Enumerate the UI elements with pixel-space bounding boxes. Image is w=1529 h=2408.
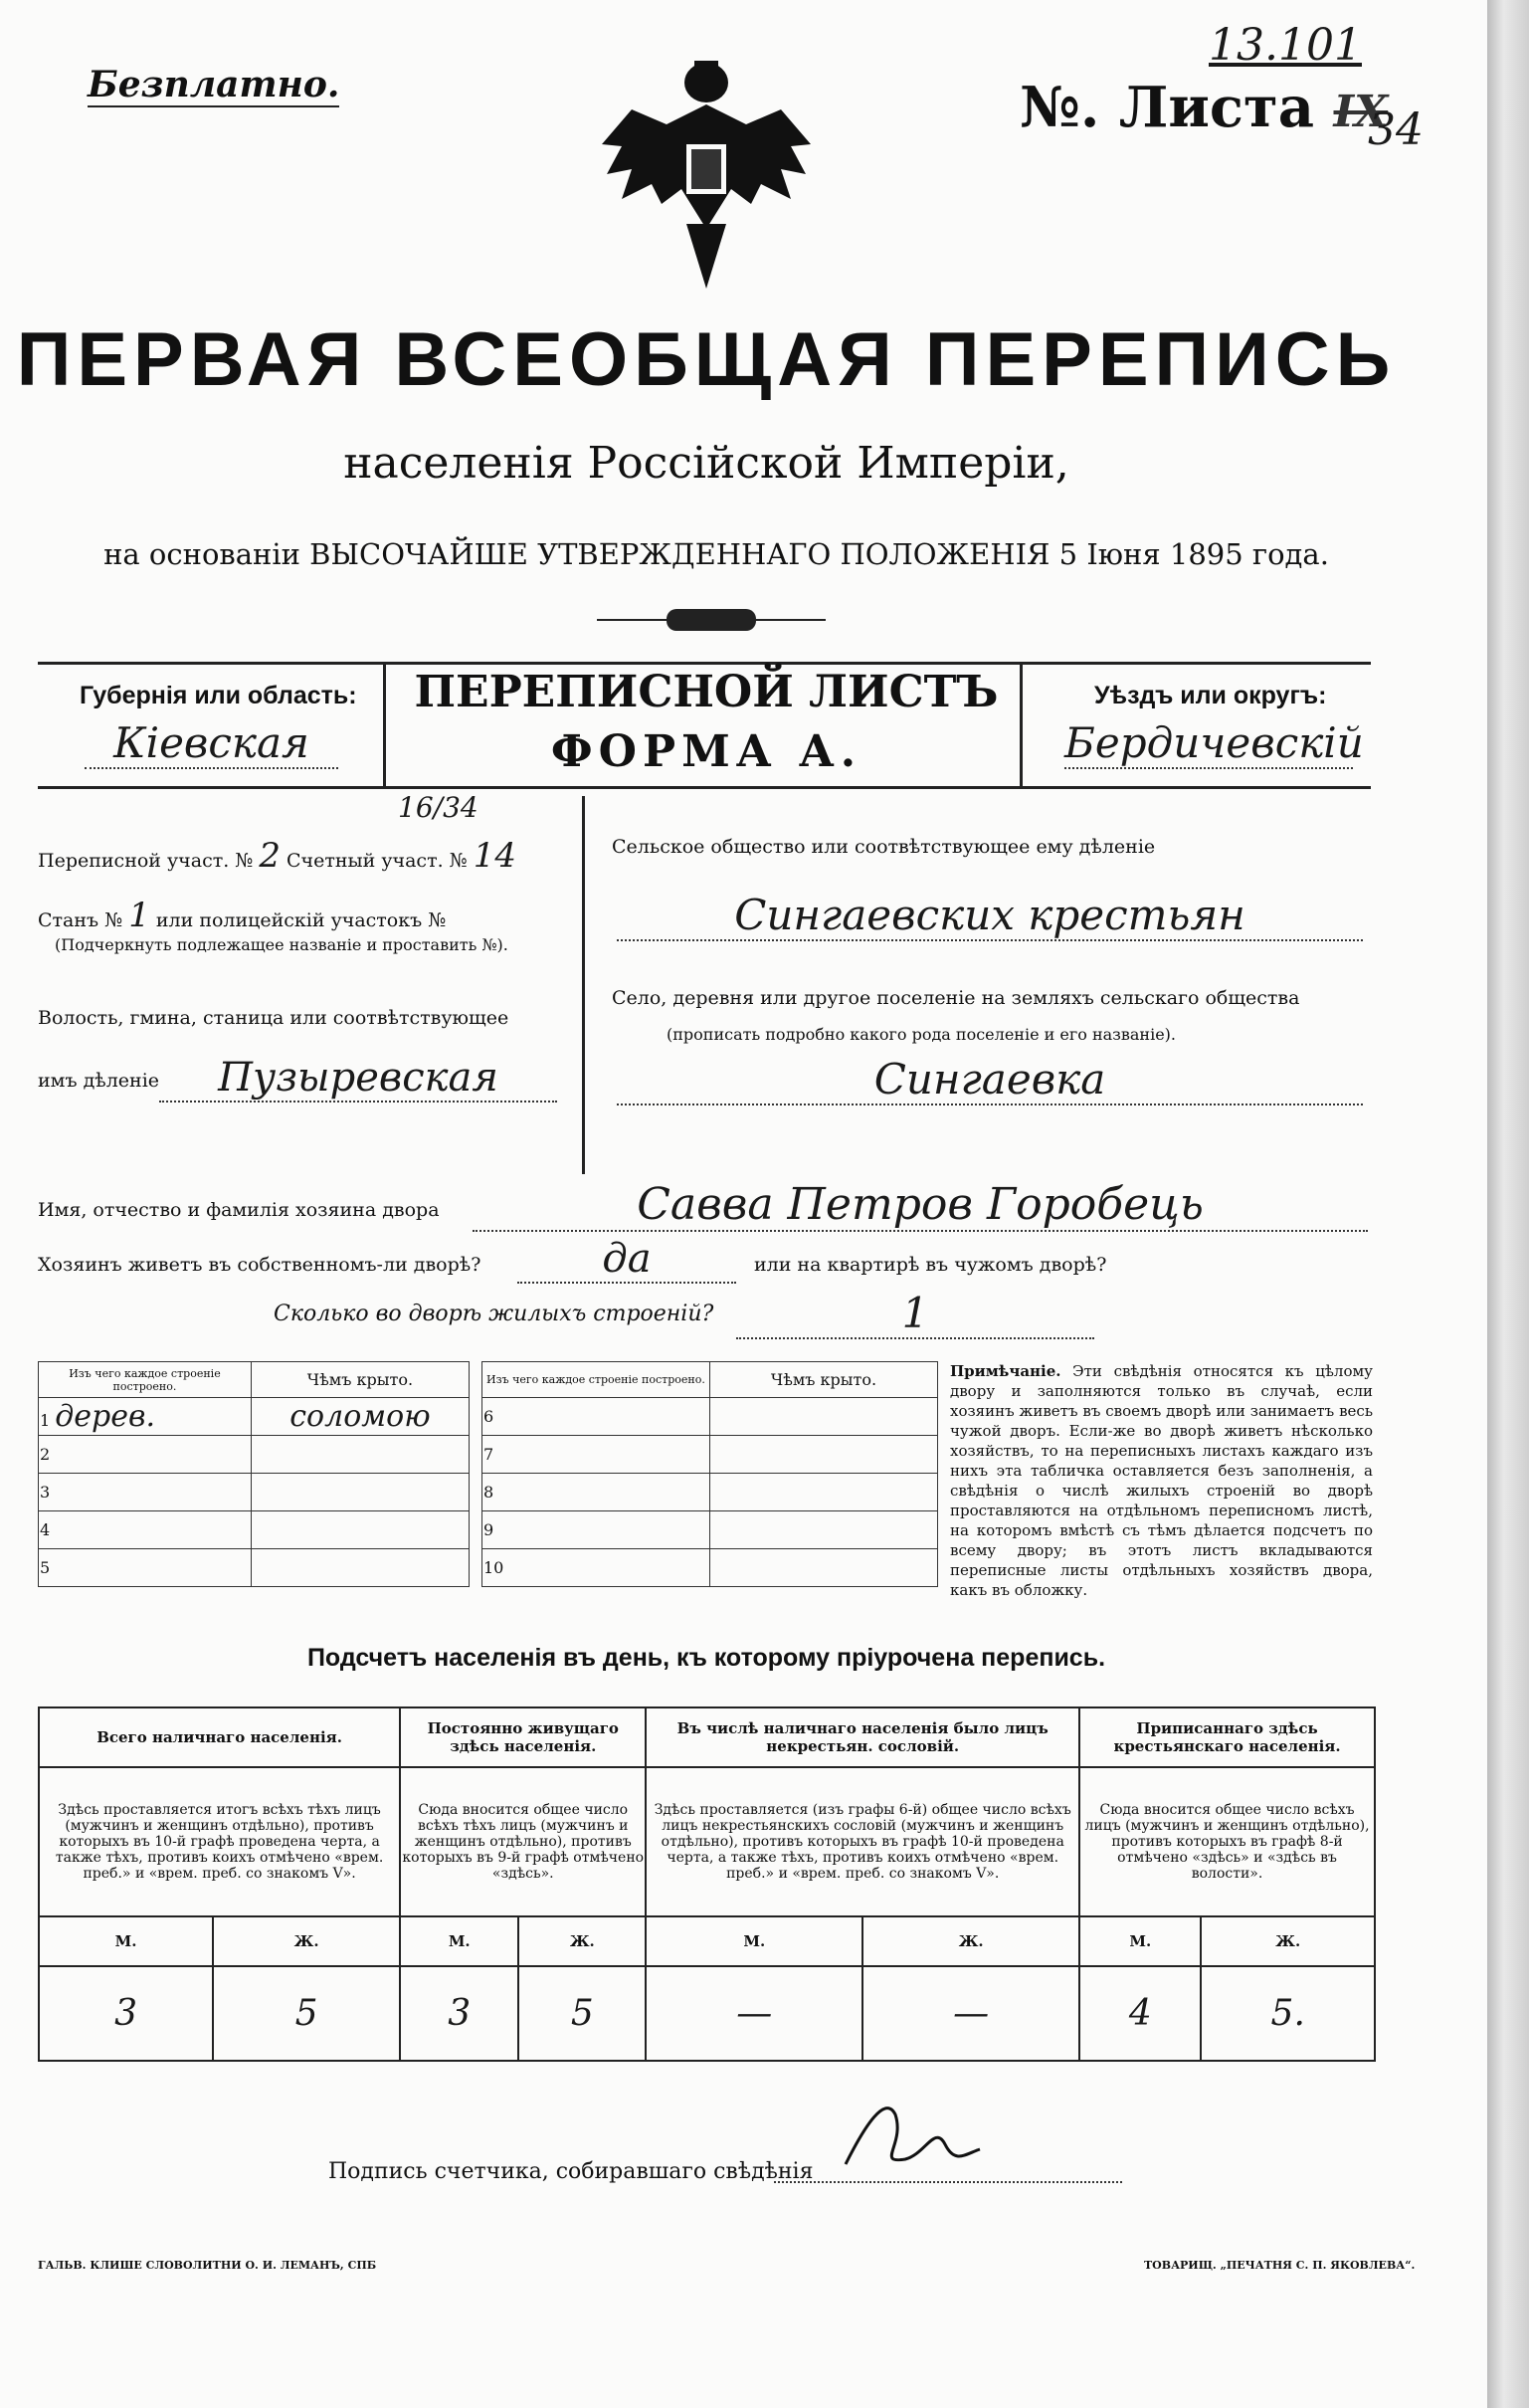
table-row: 3 8: [39, 1474, 938, 1511]
pop-f-2: —: [862, 1966, 1079, 2061]
table-row: 5 10: [39, 1549, 938, 1587]
footer-right: ТОВАРИЩ. „ПЕЧАТНЯ С. П. ЯКОВЛЕВА“.: [1144, 2259, 1416, 2272]
owner-lives-label: Хозяинъ живетъ въ собственномъ-ли дворѣ?: [38, 1254, 481, 1276]
basis-line: на основаніи ВЫСОЧАЙШЕ УТВЕРЖДЕННАГО ПОЛОЖЕНІЯ 5 Іюня 1895 года.: [103, 537, 1329, 571]
divider-right: [1020, 662, 1023, 786]
m-label: М.: [400, 1916, 518, 1966]
subtitle: населенія Россійской Имперіи,: [343, 438, 1069, 489]
m-label: М.: [39, 1916, 213, 1966]
pop-head-1: Постоянно живущаго здѣсь населенія.: [400, 1707, 646, 1767]
archive-ref: 13.101: [1209, 20, 1362, 71]
pop-m-1: 3: [400, 1966, 518, 2061]
ornament-center: [667, 609, 756, 631]
col-material-right: Изъ чего каждое строеніе построено.: [481, 1362, 709, 1398]
table-row: 4 9: [39, 1511, 938, 1549]
form-name: ФОРМА А.: [550, 726, 862, 777]
pop-desc-3: Сюда вносится общее число всѣхъ лицъ (мужчинъ и женщинъ отдѣльно), противъ которыхъ въ графѣ 8-й отмѣчено «здѣсь» и «здѣсь въ волости».: [1079, 1767, 1375, 1916]
owner-name-label: Имя, отчество и фамилія хозяина двора: [38, 1199, 440, 1221]
note-head: Примѣчаніе.: [950, 1362, 1061, 1380]
footer-left: ГАЛЬВ. КЛИШЕ СЛОВОЛИТНИ О. И. ЛЕМАНЪ, СПБ: [38, 2259, 377, 2272]
f-label: Ж.: [862, 1916, 1079, 1966]
table-row: 1 дерев. соломою 6: [39, 1398, 938, 1436]
f-label: Ж.: [1201, 1916, 1375, 1966]
note-block: [950, 1361, 1373, 1600]
population-title: Подсчетъ населенія въ день, къ которому пріурочена перепись.: [306, 1644, 1106, 1672]
census-district-value: 2: [259, 836, 281, 876]
village-label: Село, деревня или другое поселеніе на земляхъ сельскаго общества: [612, 987, 1300, 1009]
pop-f-1: 5: [518, 1966, 646, 2061]
uezd-value: Бердичевскій: [1064, 718, 1364, 767]
col-material-left: Изъ чего каждое строеніе построено.: [39, 1362, 252, 1398]
signature-label: Подпись счетчика, собиравшаго свѣдѣнія: [328, 2159, 814, 2184]
gubernia-label: Губернія или область:: [80, 682, 357, 709]
society-label: Сельское общество или соотвѣтствующее ему дѣленіе: [612, 836, 1156, 858]
col-roof-left: Чѣмъ крыто.: [251, 1362, 469, 1398]
village-note: (прописать подробно какого рода поселеніе и его названіе).: [667, 1025, 1176, 1044]
owner-name-value: Савва Петров Горобець: [473, 1179, 1368, 1232]
volost-label-2: имъ дѣленіе: [38, 1070, 160, 1092]
f-label: Ж.: [213, 1916, 400, 1966]
stan-label: Станъ №: [38, 909, 123, 931]
pop-f-0: 5: [213, 1966, 400, 2061]
m-label: М.: [646, 1916, 862, 1966]
sheet-number: [1020, 75, 1388, 140]
f-label: Ж.: [518, 1916, 646, 1966]
buildings-label: Сколько во дворѣ жилыхъ строеній?: [274, 1302, 714, 1326]
table-row: 2 7: [39, 1436, 938, 1474]
counting-district-value: 14: [473, 836, 516, 876]
sheet-no-value: IX: [1333, 87, 1389, 137]
sheet-no-label: №. Листа: [1020, 75, 1314, 140]
stan-row: [38, 896, 446, 935]
buildings-value: 1: [736, 1289, 1094, 1339]
pop-m-2: —: [646, 1966, 862, 2061]
free-label: Безплатно.: [88, 64, 340, 105]
pop-head-3: Приписаннаго здѣсь крестьянскаго населенія.: [1079, 1707, 1375, 1767]
pop-m-0: 3: [39, 1966, 213, 2061]
sheet-title: ПЕРЕПИСНОЙ ЛИСТЪ: [414, 667, 999, 717]
signature-mark: [836, 2085, 985, 2188]
block-divider: [582, 796, 585, 1174]
census-district-row: [38, 836, 516, 876]
pop-desc-1: Сюда вносится общее число всѣхъ тѣхъ лицъ (мужчинъ и женщинъ отдѣльно), противъ которыхъ въ 9-й графѣ отмѣчено «здѣсь».: [400, 1767, 646, 1916]
pop-f-3: 5.: [1201, 1966, 1375, 2061]
page-edge-shadow: [1487, 0, 1529, 2408]
counting-district-label: Счетный участ. №: [287, 850, 468, 872]
main-title: ПЕРВАЯ ВСЕОБЩАЯ ПЕРЕПИСЬ: [16, 317, 1397, 402]
rent-label: или на квартирѣ въ чужомъ дворѣ?: [754, 1254, 1107, 1276]
uezd-label: Уѣздъ или округъ:: [1094, 682, 1327, 709]
police-label: или полицейскій участокъ №: [155, 909, 447, 931]
coat-of-arms: [592, 55, 821, 289]
fraction-note: 16/34: [398, 791, 478, 824]
society-value: Сингаевских крестьян: [617, 891, 1363, 941]
pop-m-3: 4: [1079, 1966, 1201, 2061]
census-district-label: Переписной участ. №: [38, 850, 254, 872]
col-roof-right: Чѣмъ крыто.: [709, 1362, 937, 1398]
buildings-table: [38, 1361, 938, 1587]
owner-lives-value: да: [517, 1236, 736, 1284]
pop-head-2: Въ числѣ наличнаго населенія было лицъ некрестьян. сословій.: [646, 1707, 1079, 1767]
note-text: Эти свѣдѣнія относятся къ цѣлому двору и заполняются только въ случаѣ, если хозяинъ живетъ въ своемъ дворѣ или занимаетъ весь чужой дворъ. Если-же во дворѣ живетъ нѣсколько хозяйствъ, то на переписныхъ листахъ каждаго изъ нихъ эта табличка оставляется безъ заполненія, а свѣдѣнія о числѣ жилыхъ строеній во дворѣ проставляются на отдѣльномъ переписномъ листѣ, на которомъ вмѣстѣ съ тѣмъ дѣлается подсчетъ по всему двору; въ этотъ листъ вкладываются переписные листы отдѣльныхъ хозяйствъ двора, какъ въ обложку.: [950, 1362, 1373, 1599]
divider-left: [383, 662, 386, 786]
gubernia-value: Кіевская: [85, 718, 338, 769]
pop-desc-0: Здѣсь проставляется итогъ всѣхъ тѣхъ лицъ (мужчинъ и женщинъ отдѣльно), противъ которыхъ въ 10-й графѣ проведена черта, а также тѣхъ, противъ коихъ отмѣчено «врем. преб.» и «врем. преб. со знакомъ V».: [39, 1767, 400, 1916]
village-value: Сингаевка: [617, 1055, 1363, 1105]
m-label: М.: [1079, 1916, 1201, 1966]
underline-note: (Подчеркнуть подлежащее названіе и проставить №).: [55, 935, 508, 954]
volost-value: Пузыревская: [159, 1055, 557, 1103]
pop-desc-2: Здѣсь проставляется (изъ графы 6-й) общее число всѣхъ лицъ некрестьянскихъ сословій (мужчинъ и женщинъ отдѣльно), противъ которыхъ въ графѣ 10-й проведена черта, а также тѣхъ, противъ коихъ отмѣчено «врем. преб.» и «врем. преб. со знакомъ V».: [646, 1767, 1079, 1916]
population-table: [38, 1706, 1376, 2062]
pop-head-0: Всего наличнаго населенія.: [39, 1707, 400, 1767]
stan-value: 1: [128, 896, 150, 935]
volost-label-1: Волость, гмина, станица или соотвѣтствующее: [38, 1007, 509, 1029]
archive-page: 34: [1368, 104, 1424, 155]
